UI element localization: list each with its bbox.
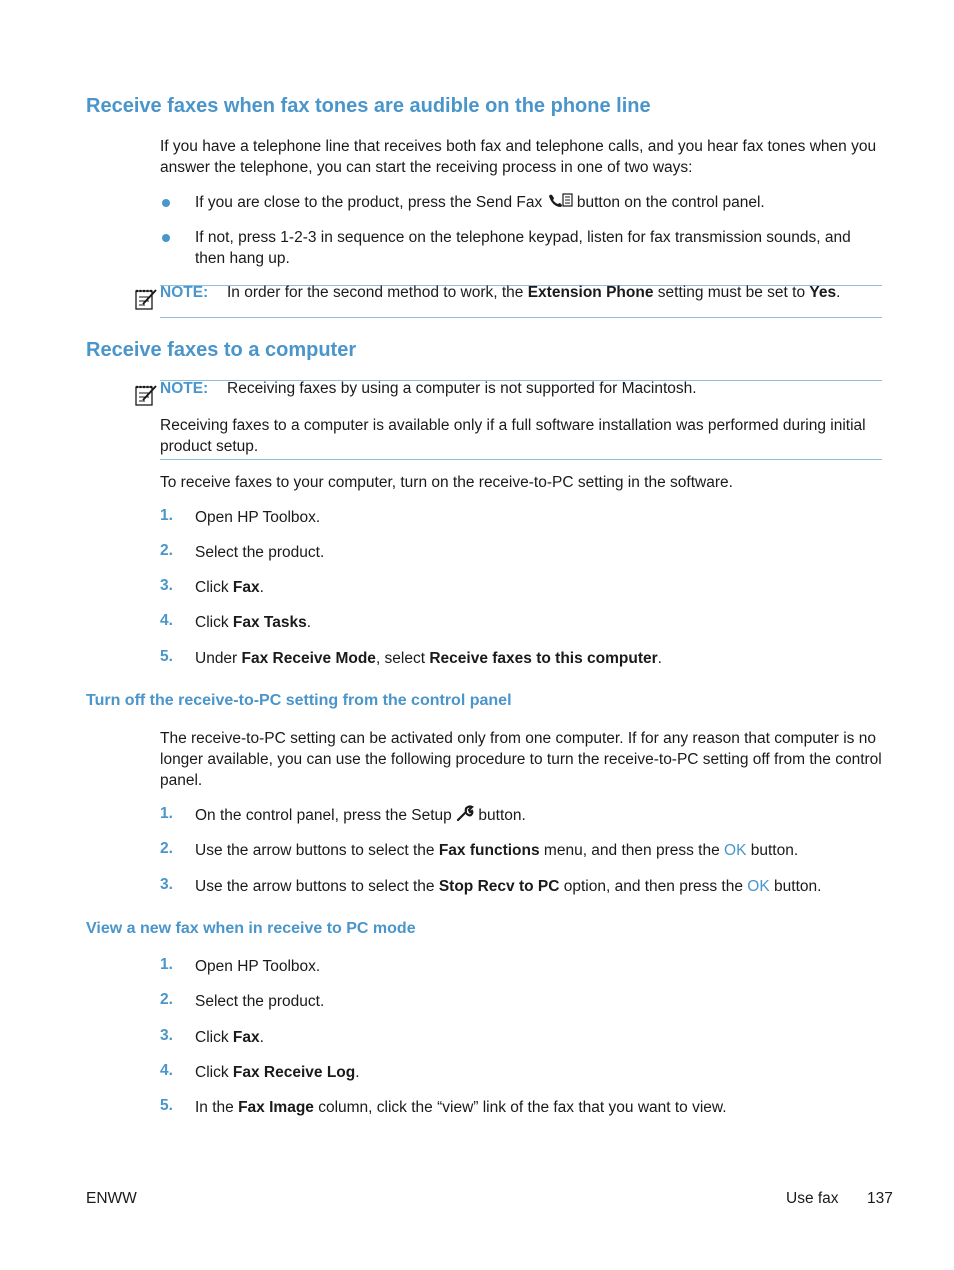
ui-term-stop-recv-to-pc: Stop Recv to PC <box>438 878 560 895</box>
step-number: 1. <box>160 956 173 973</box>
send-fax-icon <box>547 192 573 214</box>
section-heading-audible: Receive faxes when fax tones are audible on the phone line <box>86 95 651 117</box>
footer-section: Use fax <box>786 1190 839 1207</box>
step-text: Under Fax Receive Mode, select Receive faxes to this computer. <box>195 650 662 667</box>
note-label: NOTE: <box>160 284 209 301</box>
step-number: 2. <box>160 542 173 559</box>
note-icon <box>134 287 158 311</box>
step-text: Use the arrow buttons to select the Fax functions menu, and then press the OK button. <box>195 842 799 859</box>
footer-left: ENWW <box>86 1190 137 1207</box>
step-number: 2. <box>160 991 173 1008</box>
subsection-heading-view-fax: View a new fax when in receive to PC mode <box>86 920 416 937</box>
step-number: 3. <box>160 1027 173 1044</box>
ui-term-receive-faxes-to-computer: Receive faxes to this computer <box>429 650 658 667</box>
step-text: Click Fax. <box>195 579 264 596</box>
step-text: In the Fax Image column, click the “view” link of the fax that you want to view. <box>195 1099 727 1116</box>
bullet-icon <box>162 199 170 207</box>
step-number: 1. <box>160 805 173 822</box>
note-text-macintosh: Receiving faxes by using a computer is not supported for Macintosh. <box>227 380 697 397</box>
step-number: 5. <box>160 1097 173 1114</box>
step-text: Click Fax Receive Log. <box>195 1064 360 1081</box>
section-heading-computer: Receive faxes to a computer <box>86 339 357 361</box>
step-number: 1. <box>160 507 173 524</box>
ui-term-fax: Fax <box>232 1029 260 1046</box>
ui-term-fax: Fax <box>232 579 260 596</box>
step-number: 4. <box>160 612 173 629</box>
step-text: Click Fax Tasks. <box>195 614 312 631</box>
list-item-bullet-2: If not, press 1-2-3 in sequence on the telephone keypad, listen for fax transmission sounds, and then hang up. <box>195 229 851 267</box>
step-text: Select the product. <box>195 993 325 1010</box>
note-rule-bottom <box>160 317 882 318</box>
ui-term-fax-receive-log: Fax Receive Log <box>232 1064 356 1081</box>
paragraph-intro-computer: To receive faxes to your computer, turn on the receive-to-PC setting in the software. <box>160 474 733 491</box>
list-item-bullet-1 <box>195 192 882 214</box>
note-icon <box>134 383 158 407</box>
step-number: 2. <box>160 840 173 857</box>
wrench-icon <box>456 805 474 827</box>
bullet-1-text-after: button on the control panel. <box>576 194 765 212</box>
bullet-icon <box>162 234 170 242</box>
ui-term-fax-receive-mode: Fax Receive Mode <box>241 650 376 667</box>
note-text-audible: In order for the second method to work, the Extension Phone setting must be set to Yes. <box>227 284 841 301</box>
step-number: 4. <box>160 1062 173 1079</box>
step-number: 3. <box>160 577 173 594</box>
note-rule-bottom <box>160 459 882 460</box>
bullet-1-text-before: If you are close to the product, press the Send Fax <box>195 194 543 212</box>
step-number: 5. <box>160 648 173 665</box>
page-number: 137 <box>867 1190 893 1207</box>
step-text: On the control panel, press the Setup button. <box>195 805 882 827</box>
ui-term-fax-tasks: Fax Tasks <box>232 614 307 631</box>
paragraph-intro-turn-off: The receive-to-PC setting can be activated only from one computer. If for any reason that computer is no longer available, you can use the following procedure to turn the receive-to-PC setting off from the control panel. <box>160 730 882 789</box>
paragraph-intro-audible: If you have a telephone line that receives both fax and telephone calls, and you hear fax tones when you answer the telephone, you can start the receiving process in one of two ways: <box>160 138 877 176</box>
note-label: NOTE: <box>160 380 209 397</box>
ui-term-fax-functions: Fax functions <box>438 842 540 859</box>
step-text: Open HP Toolbox. <box>195 509 321 526</box>
ok-button-label: OK <box>724 842 747 859</box>
setting-value-yes: Yes <box>809 284 837 301</box>
step-text: Use the arrow buttons to select the Stop Recv to PC option, and then press the OK button. <box>195 878 822 895</box>
step-number: 3. <box>160 876 173 893</box>
setting-name-extension-phone: Extension Phone <box>527 284 654 301</box>
subsection-heading-turn-off: Turn off the receive-to-PC setting from the control panel <box>86 692 512 709</box>
step-text: Select the product. <box>195 544 325 561</box>
ok-button-label: OK <box>747 878 770 895</box>
note-paragraph-installation: Receiving faxes to a computer is available only if a full software installation was performed during initial product setup. <box>160 417 866 455</box>
step-text: Open HP Toolbox. <box>195 958 321 975</box>
ui-term-fax-image: Fax Image <box>238 1099 314 1116</box>
step-text: Click Fax. <box>195 1029 264 1046</box>
